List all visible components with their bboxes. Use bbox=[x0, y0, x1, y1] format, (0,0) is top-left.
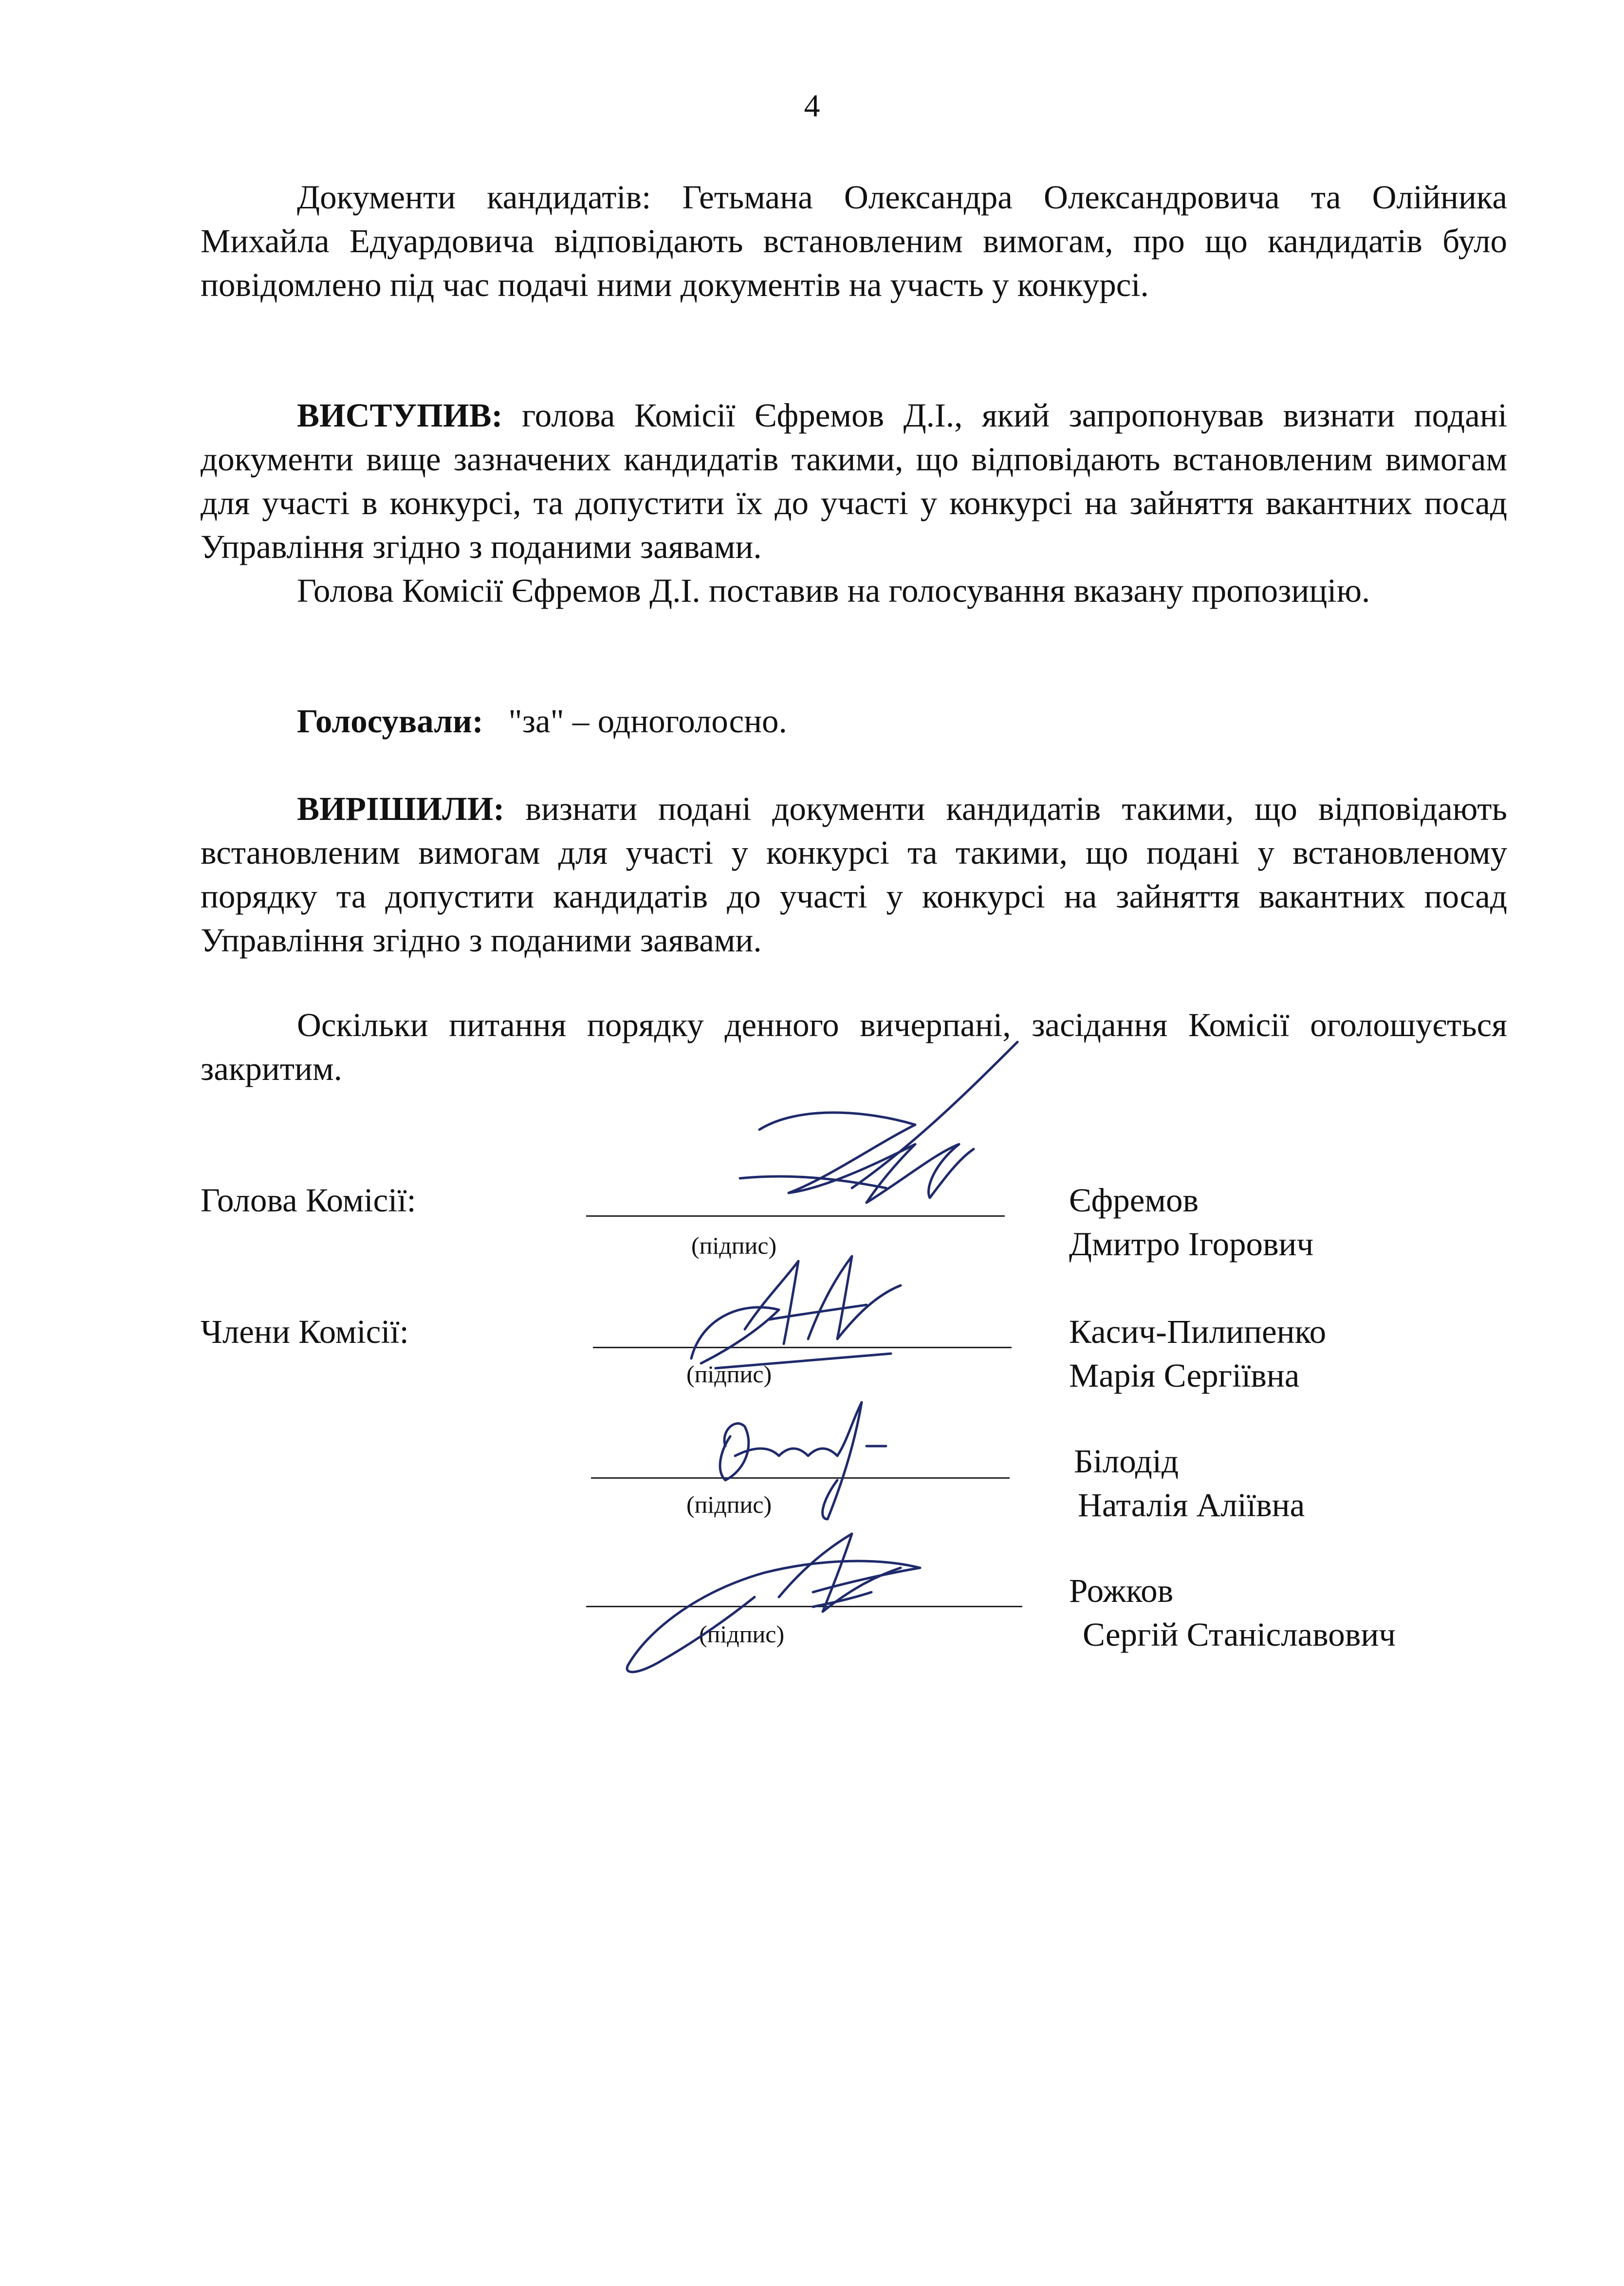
member-3-surname: Рожков bbox=[1069, 1572, 1174, 1609]
member-1-name bbox=[1069, 1310, 1326, 1397]
member-3-signature-image bbox=[618, 1519, 969, 1675]
member-1-signature-caption: (підпис) bbox=[686, 1360, 772, 1388]
member-2-name bbox=[1074, 1439, 1305, 1527]
member-2-signature-caption: (підпис) bbox=[686, 1491, 772, 1518]
chair-surname: Єфремов bbox=[1069, 1182, 1199, 1219]
member-1-given-name: Марія Сергіївна bbox=[1069, 1357, 1300, 1394]
voted-label: Голосували: bbox=[297, 703, 483, 740]
member-2-signature-image bbox=[701, 1373, 905, 1529]
chair-signature-caption: (підпис) bbox=[691, 1232, 777, 1259]
spoke-paragraph bbox=[201, 393, 1507, 569]
members-label: Члени Комісії: bbox=[201, 1313, 409, 1350]
voted-text: "за" – одноголосно. bbox=[483, 703, 787, 740]
decided-label: ВИРІШИЛИ: bbox=[297, 790, 505, 827]
member-3-name bbox=[1069, 1569, 1396, 1656]
voted-line bbox=[297, 699, 787, 743]
member-2-surname: Білодід bbox=[1074, 1443, 1179, 1480]
chair-given-name: Дмитро Ігорович bbox=[1069, 1226, 1314, 1263]
vote-proposal-paragraph: Голова Комісії Єфремов Д.І. поставив на голосування вказану пропозицію. bbox=[297, 572, 1370, 609]
decided-text: визнати подані документи кандидатів такими, що відповідають встановленим вимогам для участі у конкурсі та такими, що подані у встановленому порядку та допустити кандидатів до участі у конкурсі на зайняття вакантних посад Управління згідно з поданими заявами. bbox=[201, 790, 1507, 959]
decided-paragraph bbox=[201, 787, 1507, 962]
member-3-given-name: Сергій Станіславович bbox=[1083, 1616, 1396, 1653]
member-1-signature-image bbox=[672, 1242, 925, 1388]
chair-label: Голова Комісії: bbox=[201, 1182, 416, 1219]
chair-signature-image bbox=[730, 1032, 1071, 1217]
chair-name bbox=[1069, 1178, 1313, 1266]
member-1-surname: Касич-Пилипенко bbox=[1069, 1313, 1327, 1350]
member-3-signature-caption: (підпис) bbox=[699, 1620, 785, 1648]
spoke-text: голова Комісії Єфремов Д.І., який запропонував визнати подані документи вище зазначених кандидатів такими, що відповідають встановленим вимогам для участі в конкурсі, та допустити їх до участі у конкурсі на зайняття вакантних посад Управління згідно з поданими заявами. bbox=[201, 397, 1507, 565]
closing-paragraph: Оскільки питання порядку денного вичерпані, засідання Комісії оголошується закритим. bbox=[201, 1006, 1507, 1087]
page-number: 4 bbox=[804, 88, 820, 124]
documents-paragraph: Документи кандидатів: Гетьмана Олександра Олександровича та Олійника Михайла Едуардовича відповідають встановленим вимогам, про що кандидатів було повідомлено під час подачі ними документів на участь у конкурсі. bbox=[201, 179, 1507, 303]
member-2-given-name: Наталія Аліївна bbox=[1078, 1487, 1305, 1524]
spoke-label: ВИСТУПИВ: bbox=[297, 397, 503, 434]
